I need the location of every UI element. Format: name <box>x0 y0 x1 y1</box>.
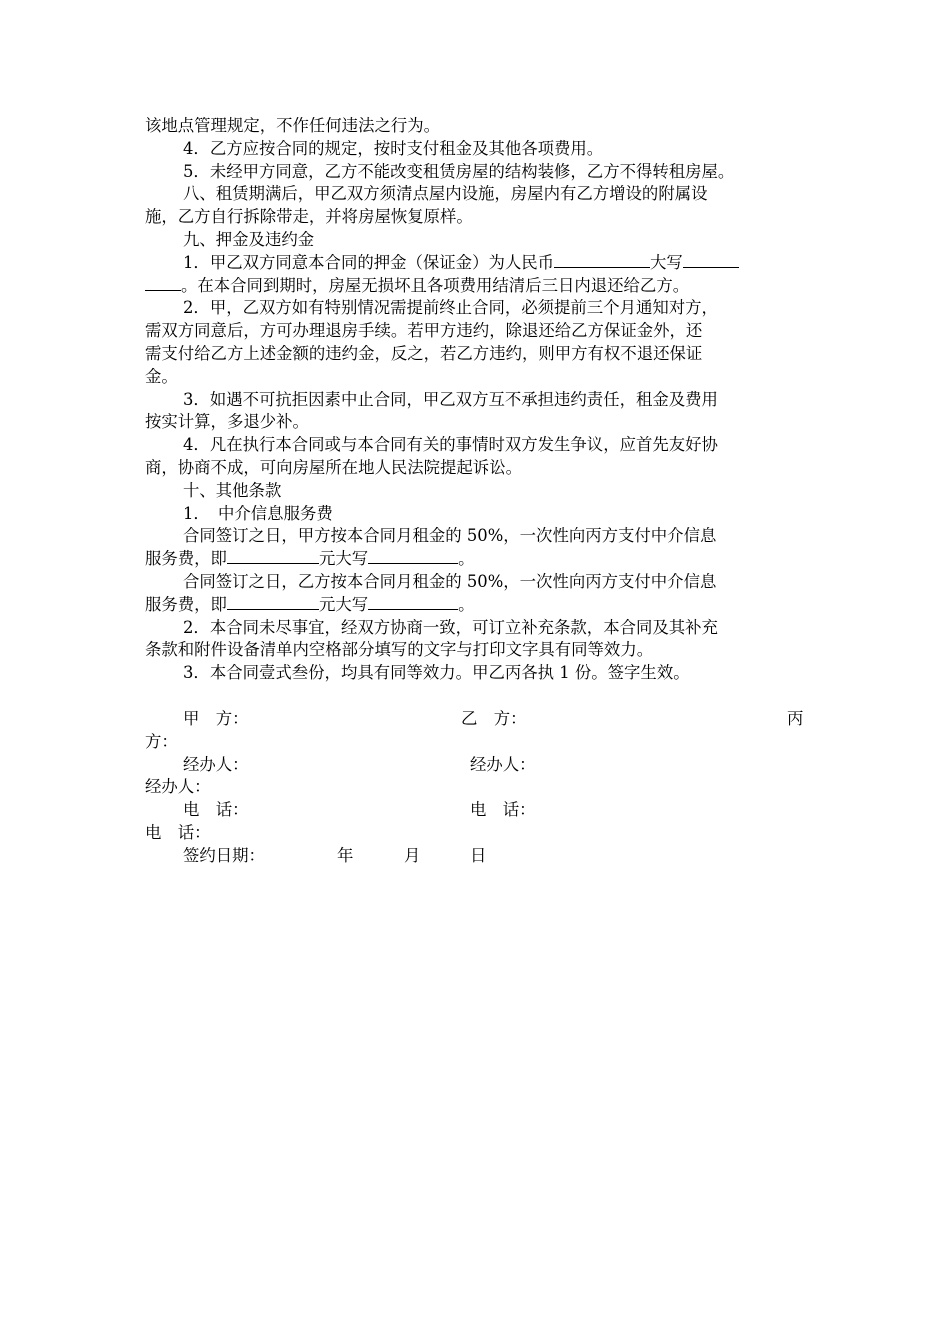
date-month: 月 <box>404 845 421 865</box>
text-line: 3．如遇不可抗拒因素中止合同，甲乙双方互不承担违约责任，租金及费用 <box>183 389 718 409</box>
deposit-clause <box>145 252 807 275</box>
date-day: 日 <box>470 845 487 865</box>
text-line: 3．本合同壹式叁份，均具有同等效力。甲乙丙各执 1 份。签字生效。 <box>183 663 690 683</box>
text-line: 5．未经甲方同意，乙方不能改变租赁房屋的结构装修，乙方不得转租房屋。 <box>183 161 735 181</box>
party-c-label: 丙 <box>787 708 804 728</box>
text-line: 按实计算，多退少补。 <box>145 412 309 432</box>
fee-b-words-blank[interactable] <box>368 595 458 610</box>
phone-c-label: 电 话： <box>145 822 211 842</box>
text-line: 4．凡在执行本合同或与本合同有关的事情时双方发生争议，应首先友好协 <box>183 435 718 455</box>
contract-body <box>145 115 807 868</box>
fee-b-end: 。 <box>458 594 475 614</box>
section-heading: 九、押金及违约金 <box>183 229 315 249</box>
text-line: 金。 <box>145 366 178 386</box>
signature-row-agents-wrap <box>145 776 807 799</box>
party-a-label: 甲 方： <box>183 708 249 728</box>
party-b-label: 乙 方： <box>461 708 527 728</box>
fee-a-end: 。 <box>458 549 475 569</box>
text-line: 该地点管理规定，不作任何违法之行为。 <box>145 116 441 135</box>
fee-b-amount-blank[interactable] <box>227 595 319 610</box>
fee-b-prefix: 服务费，即 <box>145 594 227 614</box>
subsection-heading: 1． 中介信息服务费 <box>183 503 333 523</box>
agent-c-label: 经办人： <box>145 777 211 797</box>
deposit-words-blank[interactable] <box>683 253 739 268</box>
deposit-clause-cont <box>145 275 807 298</box>
deposit-words-blank-cont[interactable] <box>145 276 181 291</box>
fee-b-mid: 元大写 <box>318 594 369 614</box>
deposit-prefix: 1．甲乙双方同意本合同的押金（保证金）为人民币 <box>183 252 555 272</box>
signature-row-date <box>145 845 807 868</box>
text-line: 需双方同意后，方可办理退房手续。若甲方违约，除退还给乙方保证金外，还 <box>145 321 703 341</box>
signature-row-phones-wrap <box>145 822 807 845</box>
text-line: 2．甲，乙双方如有特别情况需提前终止合同，必须提前三个月通知对方， <box>183 298 718 318</box>
fee-b-line2 <box>145 594 807 617</box>
phone-b-label: 电 话： <box>470 800 536 820</box>
deposit-mid: 大写 <box>650 252 683 272</box>
text-line: 合同签订之日，甲方按本合同月租金的 50%，一次性向丙方支付中介信息 <box>183 526 717 546</box>
text-line: 八、租赁期满后，甲乙双方须清点屋内设施，房屋内有乙方增设的附属设 <box>183 184 708 204</box>
signature-row-phones <box>145 799 807 822</box>
fee-a-amount-blank[interactable] <box>227 549 319 564</box>
section-heading: 十、其他条款 <box>183 480 282 500</box>
text-line: 合同签订之日，乙方按本合同月租金的 50%，一次性向丙方支付中介信息 <box>183 571 717 591</box>
fee-a-prefix: 服务费，即 <box>145 549 227 569</box>
fee-a-line2 <box>145 548 807 571</box>
date-year: 年 <box>337 845 354 865</box>
text-line: 商，协商不成，可向房屋所在地人民法院提起诉讼。 <box>145 457 522 477</box>
spacer <box>145 685 807 698</box>
text-line: 条款和附件设备清单内空格部分填写的文字与打印文字具有同等效力。 <box>145 640 654 660</box>
date-label: 签约日期： <box>183 845 265 865</box>
party-c-label-cont: 方： <box>145 731 178 751</box>
deposit-amount-blank[interactable] <box>554 253 650 268</box>
text-line: 需支付给乙方上述金额的违约金，反之，若乙方违约，则甲方有权不退还保证 <box>145 343 703 363</box>
text-line: 4．乙方应按合同的规定，按时支付租金及其他各项费用。 <box>183 138 604 158</box>
text-line: 2．本合同未尽事宜，经双方协商一致，可订立补充条款，本合同及其补充 <box>183 617 718 637</box>
text-line: 施，乙方自行拆除带走，并将房屋恢复原样。 <box>145 207 473 227</box>
signature-row-agents <box>145 754 807 777</box>
agent-b-label: 经办人： <box>470 754 536 774</box>
fee-a-mid: 元大写 <box>318 549 369 569</box>
fee-a-words-blank[interactable] <box>368 549 458 564</box>
agent-a-label: 经办人： <box>183 754 249 774</box>
deposit-cont: 。在本合同到期时，房屋无损坏且各项费用结清后三日内退还给乙方。 <box>181 275 690 295</box>
signature-row-parties-wrap <box>145 731 807 754</box>
phone-a-label: 电 话： <box>183 800 249 820</box>
signature-row-parties <box>145 708 807 731</box>
